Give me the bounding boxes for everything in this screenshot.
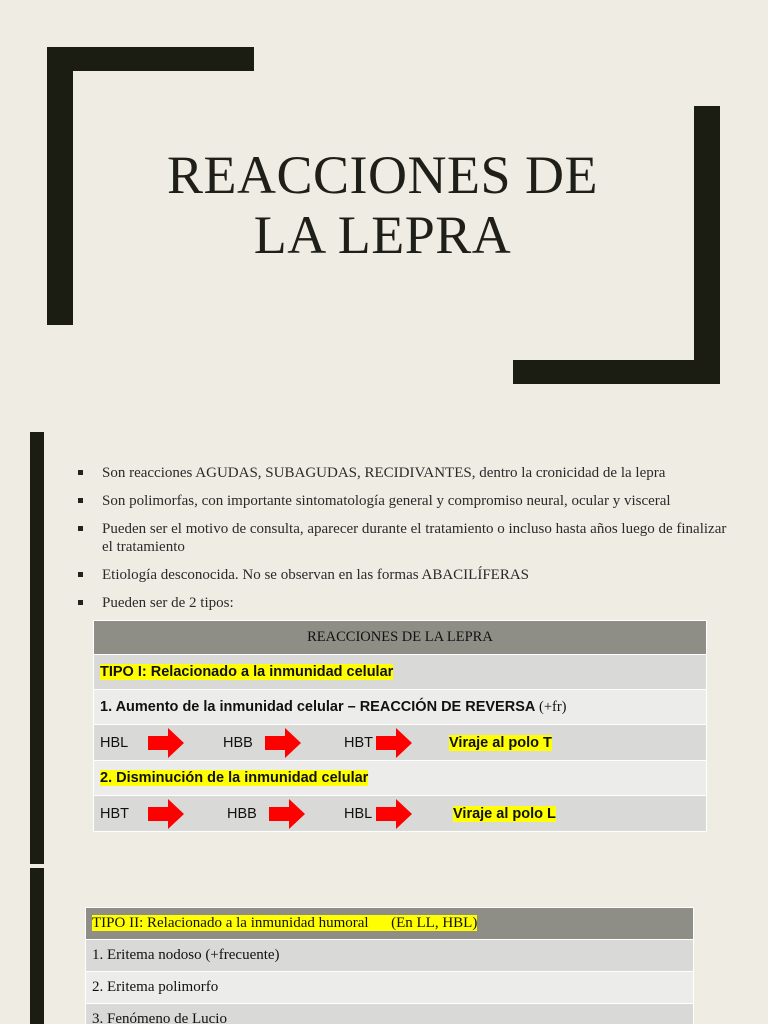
left-accent-bar xyxy=(30,868,44,1024)
square-bullet-icon xyxy=(78,526,83,531)
type2-slide xyxy=(0,864,768,1024)
table-row xyxy=(94,761,707,796)
bullet-list xyxy=(78,464,728,622)
reactions-table xyxy=(93,620,707,832)
right-arrow-icon xyxy=(269,799,305,829)
flow1-result: Viraje al polo T xyxy=(449,734,552,751)
left-accent-bar xyxy=(30,432,44,864)
bullet-item: Pueden ser el motivo de consulta, aparecer durante el tratamiento o incluso hasta años luego de finalizar el tratamiento xyxy=(78,520,728,556)
frame-bottom-right-horizontal xyxy=(513,360,720,384)
square-bullet-icon xyxy=(78,600,83,605)
flow2-step-3: HBL xyxy=(344,805,373,822)
right-arrow-icon xyxy=(376,728,412,758)
flow2-step-1: HBT xyxy=(100,805,129,822)
bullet-item: Etiología desconocida. No se observan en las formas ABACILÍFERAS xyxy=(78,566,728,584)
flow1-step-2: HBB xyxy=(223,734,253,751)
right-arrow-icon xyxy=(148,799,184,829)
bullet-item: Son reacciones AGUDAS, SUBAGUDAS, RECIDIVANTES, dentro la cronicidad de la lepra xyxy=(78,464,728,482)
flow1-step-1: HBL xyxy=(100,734,129,751)
square-bullet-icon xyxy=(78,498,83,503)
table-header: REACCIONES DE LA LEPRA xyxy=(94,621,707,655)
table-row xyxy=(86,940,694,972)
flow2-step-2: HBB xyxy=(227,805,257,822)
table-header-row xyxy=(94,621,707,655)
table-row xyxy=(94,796,707,832)
title-line-1: REACCIONES DE xyxy=(166,145,598,205)
table-row xyxy=(86,972,694,1004)
slide-title xyxy=(100,145,665,265)
table-cell: 2. Eritema polimorfo xyxy=(86,972,694,1004)
table-cell: 3. Fenómeno de Lucio xyxy=(86,1004,694,1024)
bullet-item: Pueden ser de 2 tipos: xyxy=(78,594,728,612)
table-row xyxy=(94,690,707,725)
frame-top-left-horizontal xyxy=(47,47,254,71)
table-header-row xyxy=(86,908,694,940)
bullet-item: Son polimorfas, con importante sintomatología general y compromiso neural, ocular y visceral xyxy=(78,492,728,510)
right-arrow-icon xyxy=(265,728,301,758)
right-arrow-icon xyxy=(148,728,184,758)
flow2-result: Viraje al polo L xyxy=(453,805,556,822)
item1-label: 1. Aumento de la inmunidad celular – REACCIÓN DE REVERSA xyxy=(100,698,536,715)
right-arrow-icon xyxy=(376,799,412,829)
square-bullet-icon xyxy=(78,470,83,475)
item2-label: 2. Disminución de la inmunidad celular xyxy=(100,770,369,786)
type2-table xyxy=(85,907,694,1024)
table-cell: 1. Eritema nodoso (+frecuente) xyxy=(86,940,694,972)
content-slide xyxy=(0,432,768,864)
frame-top-left-vertical xyxy=(47,47,73,325)
square-bullet-icon xyxy=(78,572,83,577)
flow1-step-3: HBT xyxy=(344,734,373,751)
tipo2-label: TIPO II: Relacionado a la inmunidad humoral (En LL, HBL) xyxy=(92,915,478,931)
title-line-2: LA LEPRA xyxy=(253,205,512,265)
item1-suffix: (+fr) xyxy=(535,698,567,715)
table-row xyxy=(94,655,707,690)
title-slide xyxy=(0,0,768,432)
table-row xyxy=(86,1004,694,1024)
tipo1-label: TIPO I: Relacionado a la inmunidad celular xyxy=(100,664,394,680)
frame-bottom-right-vertical xyxy=(694,106,720,384)
table-row xyxy=(94,725,707,761)
